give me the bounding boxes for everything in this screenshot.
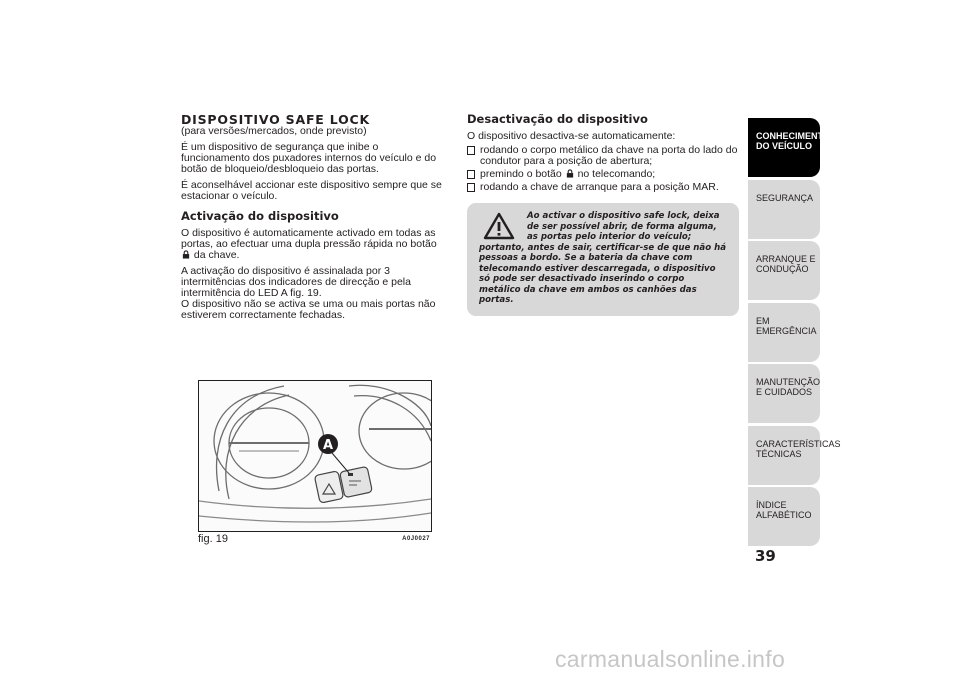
list-item-text-end: no telecomando; (577, 168, 656, 180)
list-item-text: rodando a chave de arranque para a posição MAR. (480, 181, 719, 193)
paragraph-doors: O dispositivo não se activa se uma ou mais portas não estiverem correctamente fechadas. (181, 298, 436, 321)
deactivation-intro: O dispositivo desactiva-se automaticamente: (467, 130, 676, 142)
list-item-text-start: premindo o botão (480, 168, 562, 180)
callout-a-label: A (322, 438, 334, 453)
watermark: carmanualsonline.info (555, 646, 786, 672)
right-column (467, 113, 739, 316)
warning-box (467, 203, 739, 316)
chapter-tab[interactable] (748, 241, 820, 300)
chapter-tab-label: EM EMERGÊNCIA (756, 316, 817, 336)
list-item (467, 182, 739, 193)
figure-caption-text: fig. 19 (198, 533, 228, 545)
chapter-tab-label: ARRANQUE E CONDUÇÃO (756, 254, 816, 274)
paragraph-led: A activação do dispositivo é assinalada por 3 intermitências dos indicadores de direcção e pela intermitência do LED A fig. 19. (181, 265, 411, 299)
chapter-tab[interactable] (748, 180, 820, 239)
activation-text-end: da chave. (193, 249, 240, 261)
activation-heading: Activação do dispositivo (181, 209, 339, 223)
list-item-text: rodando o corpo metálico da chave na porta do lado do condutor para a posição de abertura; (480, 144, 738, 167)
activation-text: O dispositivo é automaticamente activado em todas as portas, ao efectuar uma dupla pressão rápida no botão (181, 227, 437, 250)
chapter-tab[interactable] (748, 426, 841, 485)
paragraph-recommendation: É aconselhável accionar este dispositivo sempre que se estacionar o veículo. (181, 179, 442, 202)
page-number: 39 (755, 547, 776, 565)
chapter-tab[interactable] (748, 487, 820, 546)
warning-triangle-icon (479, 211, 519, 241)
deactivation-heading: Desactivação do dispositivo (467, 112, 648, 126)
chapter-tab-label: CARACTERÍSTICAS TÉCNICAS (756, 439, 841, 459)
dashboard-illustration (199, 381, 431, 531)
figure-illustration (198, 380, 432, 532)
lock-icon (566, 169, 574, 178)
chapter-tab-label: ÍNDICE ALFABÉTICO (756, 500, 812, 520)
paragraph-description: É um dispositivo de segurança que inibe o funcionamento dos puxadores internos do veículo e do botão de bloqueio/desbloqueio das portas. (181, 141, 437, 175)
lock-icon (182, 250, 190, 259)
chapter-tab[interactable] (748, 364, 820, 423)
chapter-tab-label: CONHECIMENTO DO VEÍCULO (756, 131, 830, 151)
figure-caption (198, 533, 432, 545)
left-column (181, 113, 443, 321)
chapter-tab-label: MANUTENÇÃO E CUIDADOS (756, 377, 821, 397)
list-item-text (480, 169, 655, 180)
chapter-tab-label: SEGURANÇA (756, 193, 814, 203)
paragraph-activation (181, 228, 443, 261)
chapter-tab[interactable] (748, 303, 820, 362)
list-item (467, 145, 739, 167)
section-heading: DISPOSITIVO SAFE LOCK (181, 112, 370, 127)
warning-text: Ao activar o dispositivo safe lock, deixa de ser possível abrir, de forma alguma, as portas pelo interior do veículo; portanto, antes de sair, certificar-se de que não há pessoas a bordo. Se a bateria da chave com telecomando estiver descarregada, o dispositivo só pode ser desactivado inserindo o corpo metálico da chave em ambos os canhões das portas. (479, 211, 727, 305)
checkbox-bullet-icon (467, 183, 475, 192)
checkbox-bullet-icon (467, 146, 475, 155)
section-subheading: (para versões/mercados, onde previsto) (181, 125, 367, 137)
chapter-tab[interactable] (748, 118, 830, 177)
checkbox-bullet-icon (467, 170, 475, 179)
list-item (467, 169, 739, 180)
figure-code: A0J0027 (402, 536, 430, 542)
